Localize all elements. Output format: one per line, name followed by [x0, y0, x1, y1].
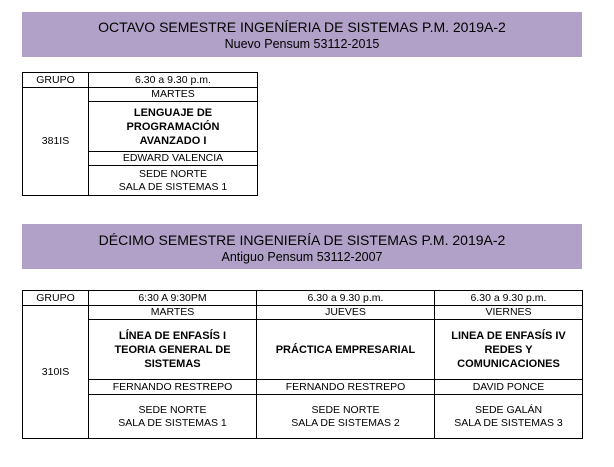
location-line: SEDE NORTE	[311, 403, 380, 416]
course-cell	[257, 320, 435, 380]
location-line: SEDE GALÁN	[474, 403, 543, 416]
time-header: 6.30 a 9.30 p.m.	[257, 291, 435, 306]
location-cell	[257, 395, 435, 439]
course-cell	[89, 320, 257, 380]
course-line: PRÁCTICA EMPRESARIAL	[275, 343, 416, 356]
location-line: SALA DE SISTEMAS 3	[454, 416, 563, 429]
group-code: 381IS	[23, 88, 89, 196]
banner-subtitle: Nuevo Pensum 53112-2015	[224, 37, 380, 51]
banner-title: DÉCIMO SEMESTRE INGENIERÍA DE SISTEMAS P.M. 2019A-2	[98, 232, 506, 248]
octavo-schedule-table	[22, 72, 258, 196]
location-line: SALA DE SISTEMAS 1	[118, 180, 228, 193]
banner-title: OCTAVO SEMESTRE INGENÍERIA DE SISTEMAS P.M. 2019A-2	[98, 19, 506, 35]
course-line: SISTEMAS	[144, 357, 201, 370]
teacher-cell: EDWARD VALENCIA	[89, 152, 258, 166]
course-line: COMUNICACIONES	[457, 357, 560, 370]
location-cell	[89, 395, 257, 439]
teacher-cell: FERNANDO RESTREPO	[89, 380, 257, 395]
course-line: REDES Y	[484, 343, 533, 356]
location-cell	[435, 395, 583, 439]
course-line: LÍNEA DE ENFASÍS I	[118, 329, 227, 342]
octavo-semester-banner	[22, 12, 582, 57]
time-header: 6.30 a 9.30 p.m.	[89, 73, 258, 88]
group-code: 310IS	[23, 306, 89, 439]
course-line: TEORIA GENERAL DE	[114, 343, 231, 356]
day-cell: JUEVES	[257, 306, 435, 320]
location-line: SALA DE SISTEMAS 1	[118, 416, 227, 429]
course-line: PROGRAMACIÓN	[126, 120, 220, 133]
course-line: LINEA DE ENFASÍS IV	[451, 329, 566, 342]
location-cell	[89, 166, 258, 196]
decimo-schedule-table	[22, 290, 583, 439]
grupo-header: GRUPO	[23, 291, 89, 306]
teacher-cell: DAVID PONCE	[435, 380, 583, 395]
time-header: 6.30 a 9.30 p.m.	[435, 291, 583, 306]
teacher-cell: FERNANDO RESTREPO	[257, 380, 435, 395]
day-cell: MARTES	[89, 88, 258, 102]
banner-subtitle: Antiguo Pensum 53112-2007	[221, 250, 383, 264]
day-cell: MARTES	[89, 306, 257, 320]
course-cell	[89, 102, 258, 152]
course-cell	[435, 320, 583, 380]
course-line: AVANZADO I	[139, 134, 207, 147]
decimo-semester-banner	[22, 224, 582, 269]
location-line: SEDE NORTE	[138, 403, 207, 416]
day-cell: VIERNES	[435, 306, 583, 320]
location-line: SALA DE SISTEMAS 2	[291, 416, 400, 429]
grupo-header: GRUPO	[23, 73, 89, 88]
course-line: LENGUAJE DE	[133, 106, 213, 119]
time-header: 6:30 A 9:30PM	[89, 291, 257, 306]
location-line: SEDE NORTE	[138, 167, 208, 180]
